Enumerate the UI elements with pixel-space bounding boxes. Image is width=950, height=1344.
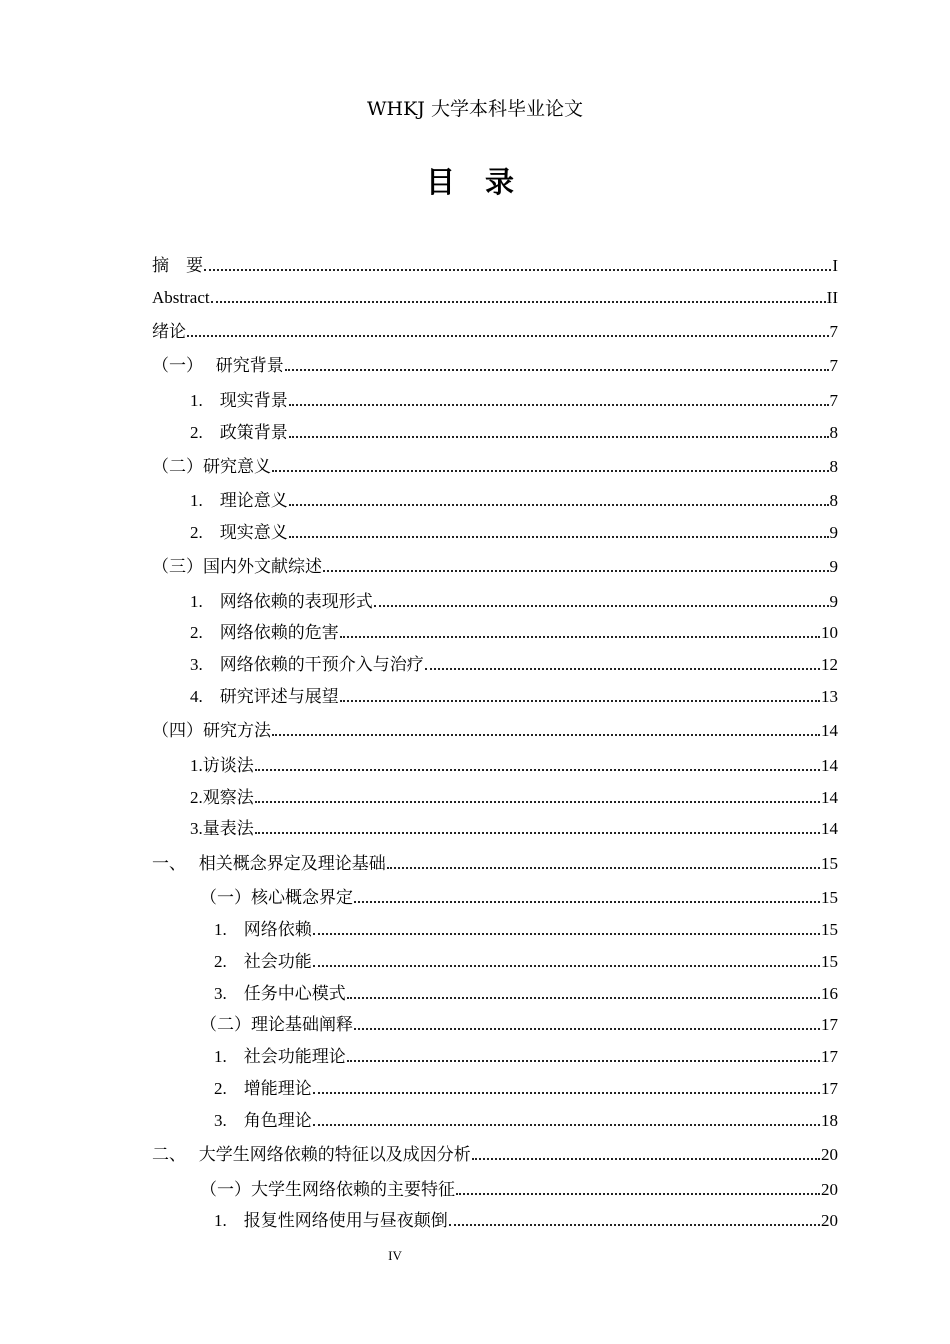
toc-entry[interactable] xyxy=(152,479,838,511)
dot-leader xyxy=(425,667,820,670)
dot-leader xyxy=(187,334,829,337)
toc-entry[interactable] xyxy=(152,972,838,1004)
dot-leader xyxy=(472,1157,820,1160)
toc-entry-title: 3. 任务中心模式 xyxy=(214,984,346,1003)
toc-entry-page-number: 20 xyxy=(821,1145,838,1164)
toc-entry[interactable] xyxy=(152,876,838,908)
toc-entry-page-number: 17 xyxy=(821,1079,838,1098)
toc-entry[interactable] xyxy=(152,842,838,874)
toc-entry[interactable] xyxy=(152,940,838,972)
toc-entry-page-number: 17 xyxy=(821,1015,838,1034)
toc-entry-page-number: 9 xyxy=(829,557,838,576)
toc-entry[interactable] xyxy=(152,807,838,839)
toc-entry-title: （一）大学生网络依赖的主要特征 xyxy=(200,1180,455,1199)
toc-entry-title: （四）研究方法 xyxy=(152,721,271,740)
toc-entry-title: 二、 大学生网络依赖的特征以及成因分析 xyxy=(152,1145,471,1164)
dot-leader xyxy=(449,1223,820,1226)
toc-entry-page-number: 7 xyxy=(829,356,838,375)
dot-leader xyxy=(354,900,820,903)
toc-entry-title: （一）核心概念界定 xyxy=(200,888,353,907)
page-header: WHKJ 大学本科毕业论文 xyxy=(367,98,583,120)
page-title: 目 录 xyxy=(425,165,525,199)
toc-entry[interactable] xyxy=(152,1168,838,1200)
toc-entry[interactable] xyxy=(152,545,838,577)
toc-entry-page-number: 15 xyxy=(821,854,838,873)
toc-entry[interactable] xyxy=(152,744,838,776)
toc-entry-title: 3.量表法 xyxy=(190,819,254,838)
toc-entry-title: 1. 现实背景 xyxy=(190,391,288,410)
toc-entry-page-number: 9 xyxy=(829,523,838,542)
toc-entry-page-number: 16 xyxy=(821,984,838,1003)
toc-entry[interactable] xyxy=(152,379,838,411)
toc-entry-title: 1. 网络依赖的表现形式 xyxy=(190,592,373,611)
toc-entry-page-number: 13 xyxy=(821,687,838,706)
toc-entry[interactable] xyxy=(152,244,838,276)
toc-entry-page-number: 20 xyxy=(821,1211,838,1230)
dot-leader xyxy=(347,996,820,999)
dot-leader xyxy=(289,435,829,438)
toc-entry-page-number: 14 xyxy=(821,819,838,838)
dot-leader xyxy=(313,1091,820,1094)
toc-entry-page-number: 12 xyxy=(821,655,838,674)
toc-entry-title: 1. 报复性网络使用与昼夜颠倒 xyxy=(214,1211,448,1230)
toc-entry[interactable] xyxy=(152,611,838,643)
toc-entry[interactable] xyxy=(152,1003,838,1035)
dot-leader xyxy=(272,733,820,736)
toc-entry[interactable] xyxy=(152,908,838,940)
dot-leader xyxy=(456,1192,820,1195)
toc-entry[interactable] xyxy=(152,1067,838,1099)
toc-entry-title: 2. 现实意义 xyxy=(190,523,288,542)
toc-entry[interactable] xyxy=(152,580,838,612)
dot-leader xyxy=(313,1123,820,1126)
dot-leader xyxy=(272,469,829,472)
toc-entry-title: 一、 相关概念界定及理论基础 xyxy=(152,854,386,873)
dot-leader xyxy=(285,368,829,371)
toc-entry-title: 2. 网络依赖的危害 xyxy=(190,623,339,642)
toc-entry-page-number: I xyxy=(832,256,838,275)
page-number: IV xyxy=(388,1248,402,1263)
dot-leader xyxy=(347,1059,820,1062)
toc-entry-title: 4. 研究评述与展望 xyxy=(190,687,339,706)
toc-entry-page-number: 7 xyxy=(829,322,838,341)
toc-entry-title: （一） 研究背景 xyxy=(152,356,284,375)
toc-entry[interactable] xyxy=(152,1035,838,1067)
toc-entry[interactable] xyxy=(152,1199,838,1231)
dot-leader xyxy=(211,300,826,303)
toc-entry-title: 1. 理论意义 xyxy=(190,491,288,510)
toc-entry-page-number: 15 xyxy=(821,888,838,907)
toc-entry[interactable] xyxy=(152,445,838,477)
toc-entry[interactable] xyxy=(152,776,838,808)
toc-entry-title: 1. 网络依赖 xyxy=(214,920,312,939)
dot-leader xyxy=(289,535,829,538)
toc-entry-title: 2. 社会功能 xyxy=(214,952,312,971)
toc-entry-title: 1.访谈法 xyxy=(190,756,254,775)
toc-entry-title: 2.观察法 xyxy=(190,788,254,807)
toc-entry-page-number: 17 xyxy=(821,1047,838,1066)
toc-entry[interactable] xyxy=(152,1099,838,1131)
toc-entry-title: 摘 要 xyxy=(152,256,203,275)
dot-leader xyxy=(255,800,820,803)
toc-entry[interactable] xyxy=(152,643,838,675)
toc-entry-page-number: 20 xyxy=(821,1180,838,1199)
dot-leader xyxy=(313,964,820,967)
dot-leader xyxy=(374,604,829,607)
dot-leader xyxy=(255,768,820,771)
toc-entry[interactable] xyxy=(152,276,838,308)
toc-entry-page-number: 15 xyxy=(821,920,838,939)
toc-entry-page-number: 14 xyxy=(821,721,838,740)
toc-entry-page-number: 8 xyxy=(829,423,838,442)
dot-leader xyxy=(289,503,829,506)
toc-entry-title: 2. 增能理论 xyxy=(214,1079,312,1098)
toc-entry-title: （三）国内外文献综述 xyxy=(152,557,322,576)
dot-leader xyxy=(387,866,820,869)
toc-entry-title: 2. 政策背景 xyxy=(190,423,288,442)
toc-entry-title: （二）研究意义 xyxy=(152,457,271,476)
toc-entry[interactable] xyxy=(152,675,838,707)
toc-entry-title: 3. 角色理论 xyxy=(214,1111,312,1130)
toc-entry-title: 3. 网络依赖的干预介入与治疗 xyxy=(190,655,424,674)
dot-leader xyxy=(289,403,829,406)
toc-entry[interactable] xyxy=(152,411,838,443)
toc-entry-title: 绪论 xyxy=(152,322,186,341)
toc-entry-title: 1. 社会功能理论 xyxy=(214,1047,346,1066)
toc-entry-page-number: 10 xyxy=(821,623,838,642)
toc-entry[interactable] xyxy=(152,310,838,342)
toc-entry-page-number: 14 xyxy=(821,756,838,775)
toc-entry[interactable] xyxy=(152,511,838,543)
toc-entry[interactable] xyxy=(152,344,838,376)
toc-entry-page-number: 7 xyxy=(829,391,838,410)
toc-entry-title: （二）理论基础阐释 xyxy=(200,1015,353,1034)
dot-leader xyxy=(340,635,820,638)
toc-entry[interactable] xyxy=(152,709,838,741)
toc-entry-title: Abstract xyxy=(152,288,210,307)
toc-entry-page-number: 9 xyxy=(829,592,838,611)
toc-entry-page-number: 8 xyxy=(829,457,838,476)
dot-leader xyxy=(323,569,829,572)
dot-leader xyxy=(204,268,831,271)
toc-entry-page-number: 18 xyxy=(821,1111,838,1130)
toc-entry-page-number: II xyxy=(826,288,838,307)
toc-entry-page-number: 15 xyxy=(821,952,838,971)
dot-leader xyxy=(340,699,820,702)
toc-entry[interactable] xyxy=(152,1133,838,1165)
toc-entry-page-number: 8 xyxy=(829,491,838,510)
dot-leader xyxy=(255,831,820,834)
toc-entry-page-number: 14 xyxy=(821,788,838,807)
dot-leader xyxy=(313,932,820,935)
dot-leader xyxy=(354,1027,820,1030)
